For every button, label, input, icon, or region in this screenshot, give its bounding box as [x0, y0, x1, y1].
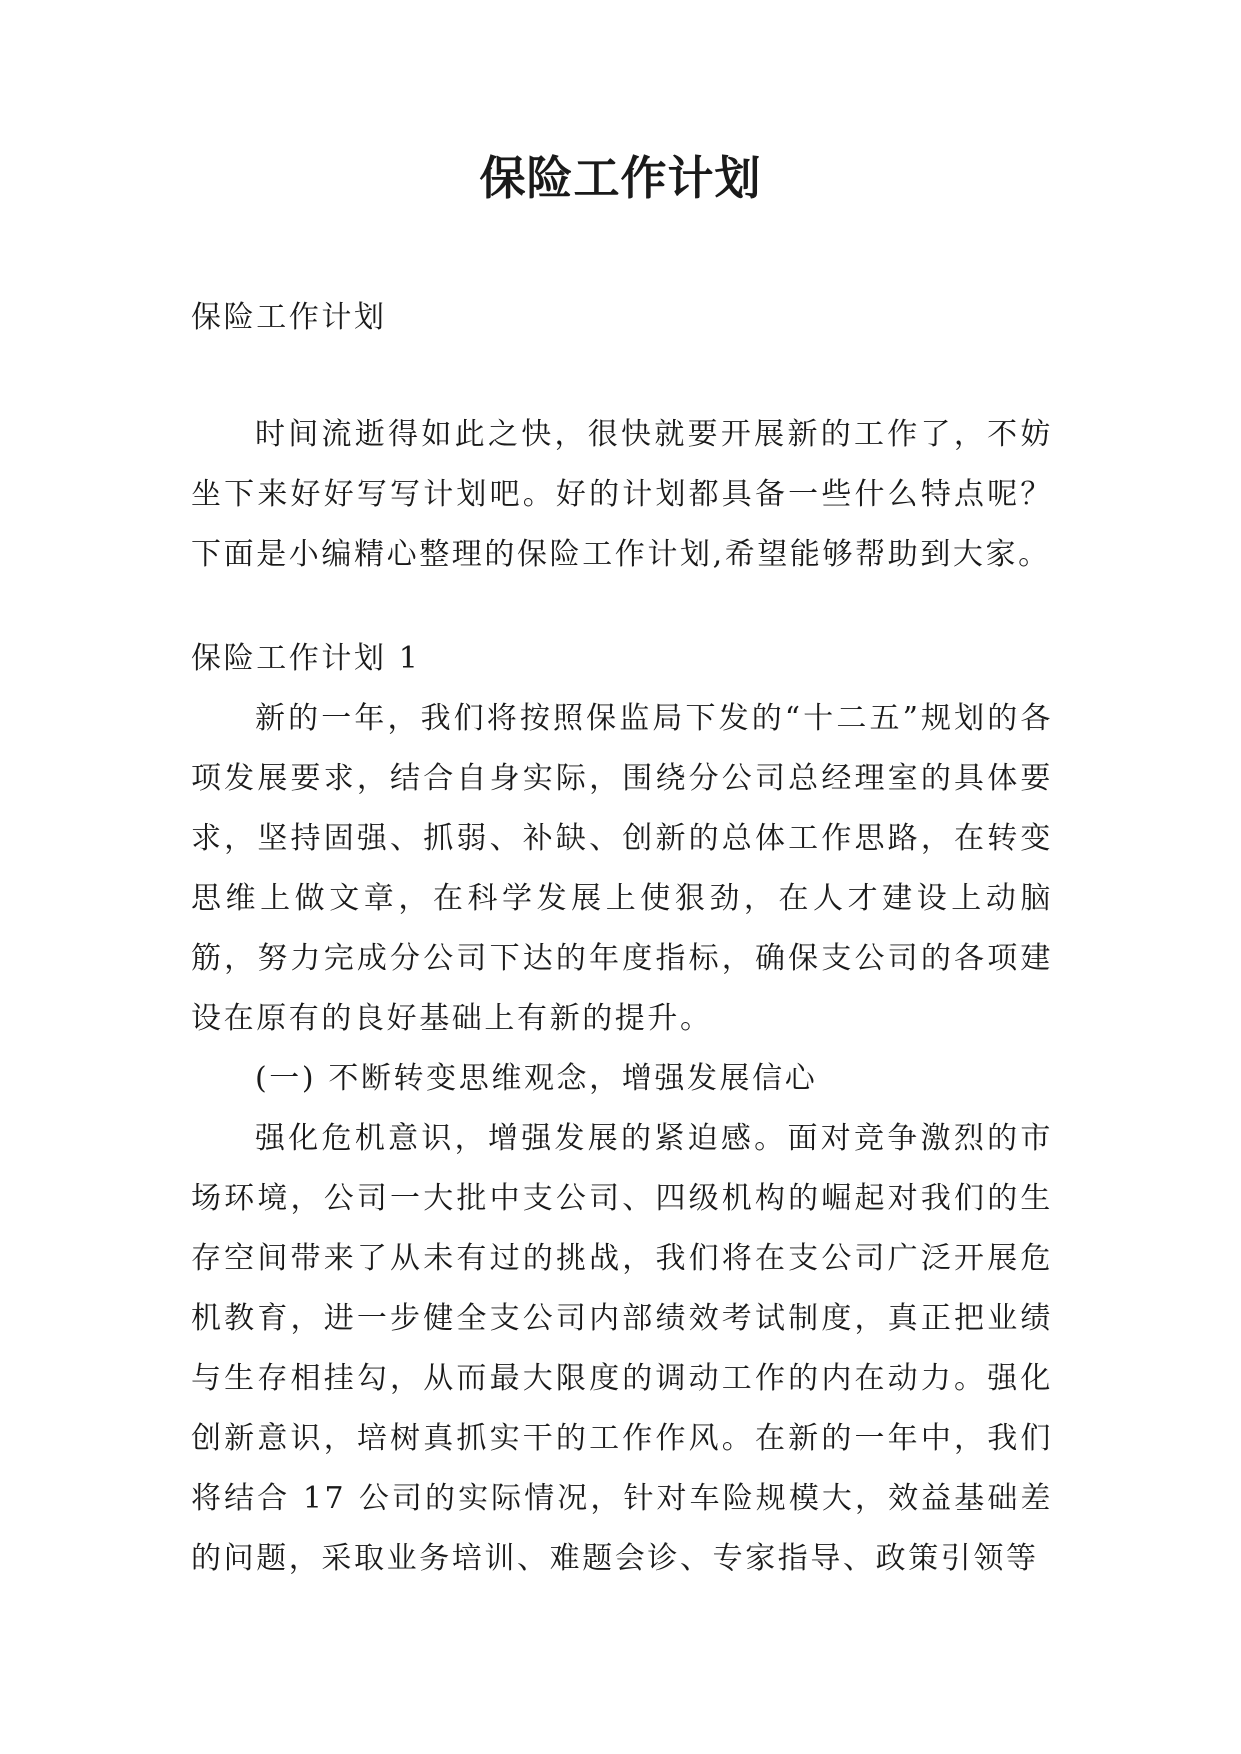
plan-section-1	[191, 629, 1053, 1589]
intro-section	[191, 405, 1053, 585]
paragraph: 新的一年，我们将按照保监局下发的“十二五”规划的各项发展要求，结合自身实际，围绕分公司总经理室的具体要求，坚持固强、抓弱、补缺、创新的总体工作思路，在转变思维上做文章，在科学发展上使狠劲，在人才建设上动脑筋，努力完成分公司下达的年度指标，确保支公司的各项建设在原有的良好基础上有新的提升。	[191, 701, 1053, 1036]
subsection-heading: (一) 不断转变思维观念，增强发展信心	[255, 1061, 818, 1096]
section-heading: 保险工作计划 1	[191, 641, 421, 676]
paragraph: 强化危机意识，增强发展的紧迫感。面对竞争激烈的市场环境，公司一大批中支公司、四级机构的崛起对我们的生存空间带来了从未有过的挑战，我们将在支公司广泛开展危机教育，进一步健全支公司内部绩效考试制度，真正把业绩与生存相挂勾，从而最大限度的调动工作的内在动力。强化创新意识，培树真抓实干的工作作风。在新的一年中，我们将结合 17 公司的实际情况，针对车险规模大，效益基础差的问题，采取业务培训、难题会诊、专家指导、政策引领等	[191, 1121, 1053, 1576]
document-title: 保险工作计划	[479, 151, 762, 205]
intro-paragraph: 时间流逝得如此之快，很快就要开展新的工作了，不妨坐下来好好写写计划吧。好的计划都具备一些什么特点呢？下面是小编精心整理的保险工作计划,希望能够帮助到大家。	[191, 417, 1053, 572]
document-subtitle: 保险工作计划	[191, 300, 387, 335]
